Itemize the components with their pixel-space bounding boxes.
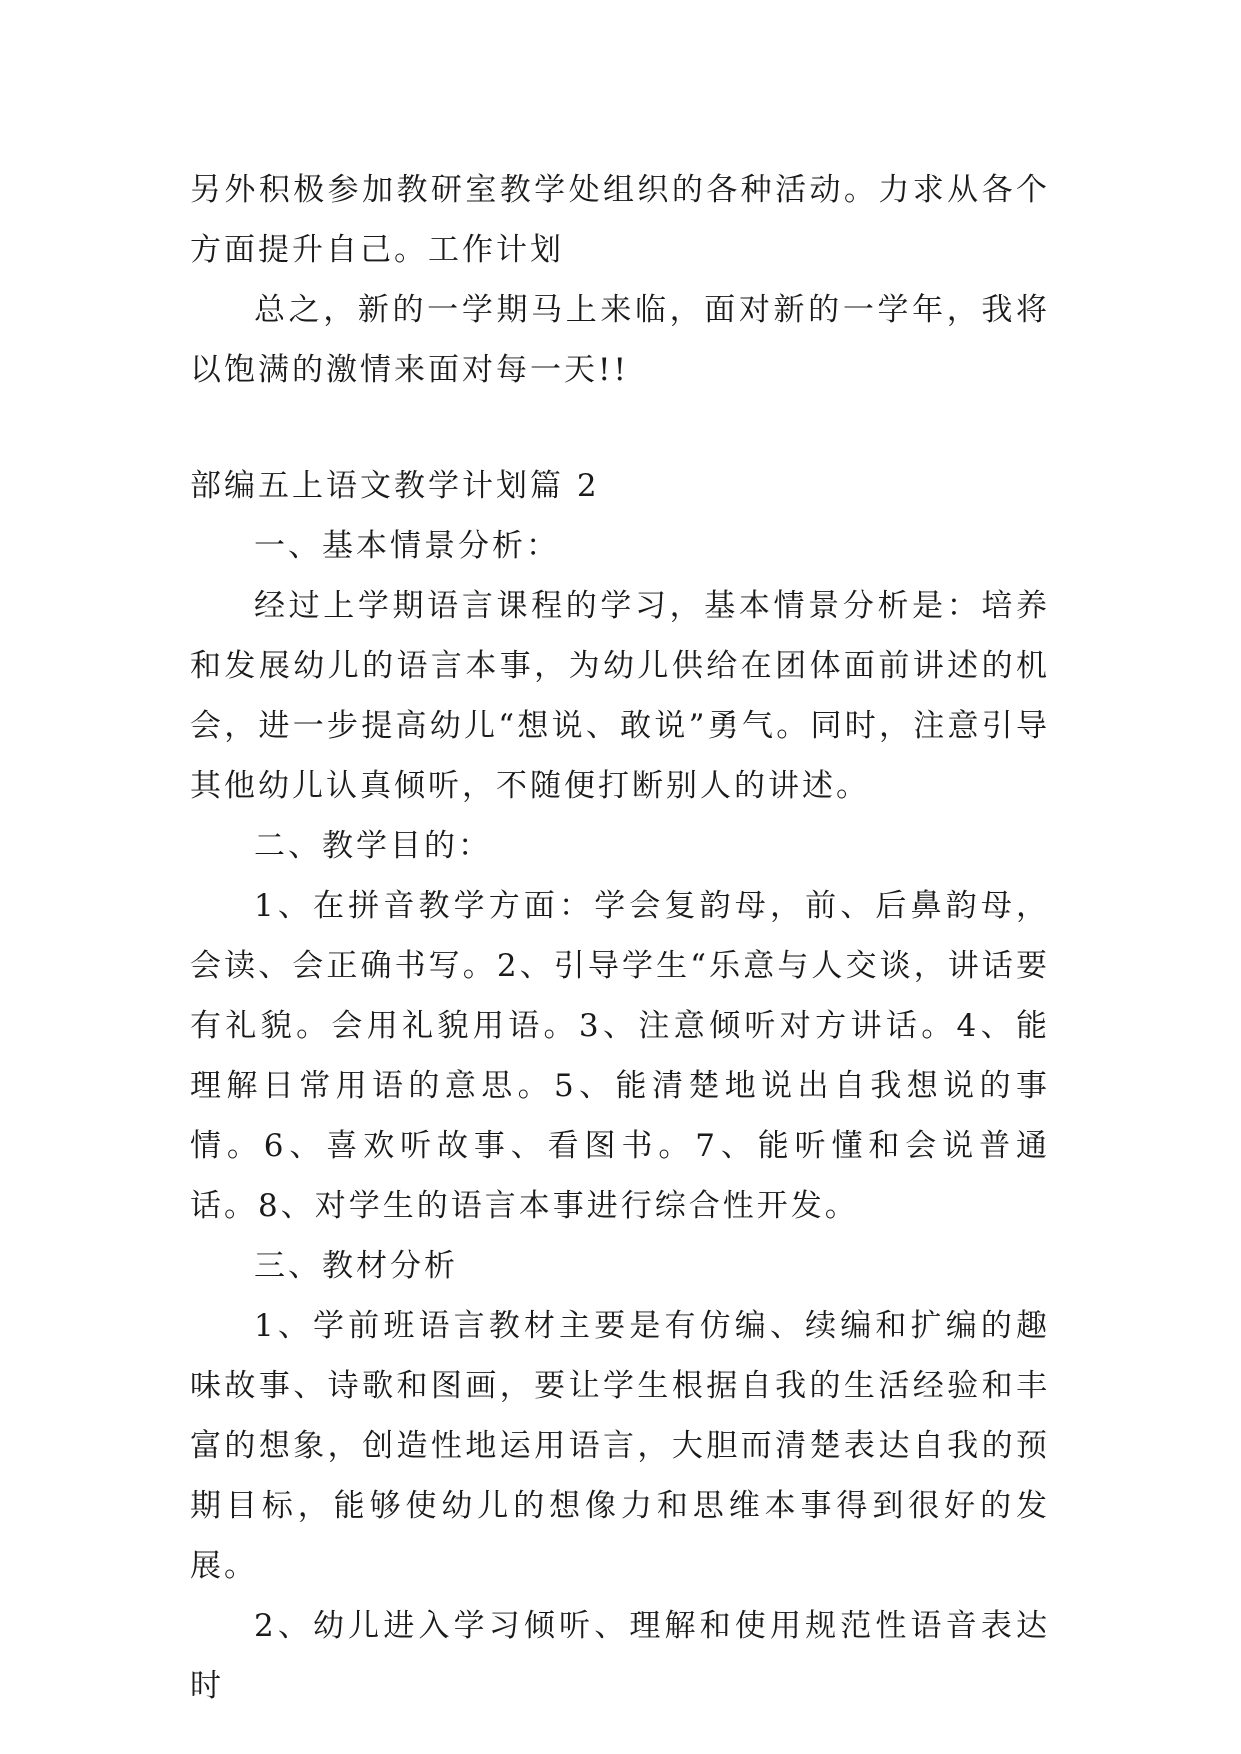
heading-teaching-goals: 二、教学目的：: [254, 828, 492, 864]
paragraph-activities: 另外积极参加教研室教学处组织的各种活动。力求从各个方面提升自己。工作计划: [190, 172, 1050, 268]
document-body: [190, 160, 1050, 1716]
section-title: 部编五上语文教学计划篇 2: [190, 468, 600, 504]
paragraph-textbook-analysis-1: 1、学前班语言教材主要是有仿编、续编和扩编的趣味故事、诗歌和图画，要让学生根据自我的生活经验和丰富的想象，创造性地运用语言，大胆而清楚表达自我的预期目标，能够使幼儿的想像力和思维本事得到很好的发展。: [190, 1308, 1050, 1584]
paragraph-textbook-analysis-2: 2、幼儿进入学习倾听、理解和使用规范性语音表达时: [190, 1608, 1050, 1704]
paragraph-conclusion: 总之，新的一学期马上来临，面对新的一学年，我将以饱满的激情来面对每一天!!: [190, 292, 1050, 388]
paragraph-basic-situation: 经过上学期语言课程的学习，基本情景分析是：培养和发展幼儿的语言本事，为幼儿供给在团体面前讲述的机会，进一步提高幼儿“想说、敢说”勇气。同时，注意引导其他幼儿认真倾听，不随便打断别人的讲述。: [190, 588, 1050, 804]
heading-textbook-analysis: 三、教材分析: [254, 1248, 458, 1284]
paragraph-teaching-goals: 1、在拼音教学方面：学会复韵母，前、后鼻韵母，会读、会正确书写。2、引导学生“乐意与人交谈，讲话要有礼貌。会用礼貌用语。3、注意倾听对方讲话。4、能理解日常用语的意思。5、能清楚地说出自我想说的事情。6、喜欢听故事、看图书。7、能听懂和会说普通话。8、对学生的语言本事进行综合性开发。: [190, 888, 1050, 1224]
heading-basic-situation: 一、基本情景分析：: [254, 528, 560, 564]
